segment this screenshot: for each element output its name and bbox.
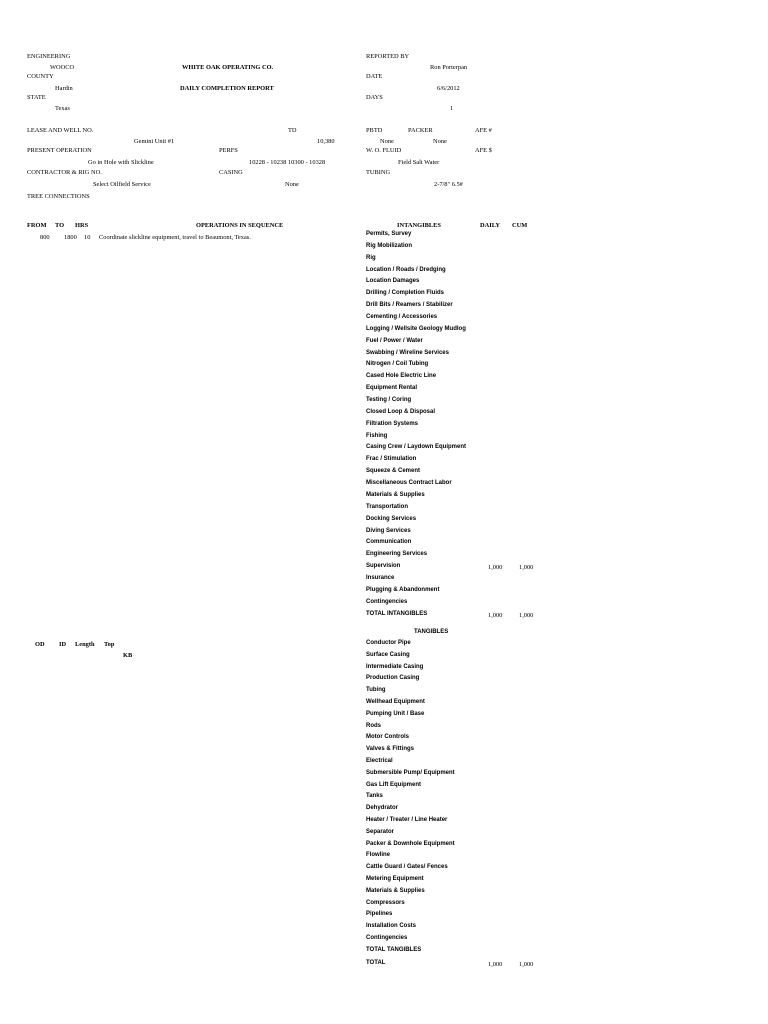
wo-fluid-label: W. O. FLUID — [366, 147, 402, 154]
td-value: 10,380 — [317, 138, 335, 145]
date-label: DATE — [366, 73, 383, 80]
intangible-name: Cased Hole Electric Line — [366, 373, 437, 379]
tangible-name: Flowline — [366, 852, 390, 858]
intangible-name: Location / Roads / Dredging — [366, 267, 446, 273]
intangible-name: Drill Bits / Reamers / Stabilizer — [366, 302, 453, 308]
intangible-name: Communication — [366, 539, 412, 545]
pbtd-value: None — [380, 138, 394, 145]
operation-to: 1800 — [64, 234, 77, 241]
tree-connections-label: TREE CONNECTIONS — [27, 193, 90, 200]
intangible-name: Rig Mobilization — [366, 243, 412, 249]
hrs-header: HRS — [75, 222, 89, 229]
present-operation-label: PRESENT OPERATION — [27, 147, 92, 154]
tangible-name: Dehydrator — [366, 805, 399, 811]
tangible-name: Separator — [366, 829, 395, 835]
tangible-name: Materials & Supplies — [366, 888, 425, 894]
county-label: COUNTY — [27, 73, 54, 80]
grand-total-label: TOTAL — [366, 960, 386, 966]
intangible-name: Fishing — [366, 433, 388, 439]
intangible-name: Fuel / Power / Water — [366, 338, 423, 344]
tangible-name: Tubing — [366, 687, 386, 693]
tangible-name: Contingencies — [366, 935, 408, 941]
present-operation-value: Go in Hole with Slickline — [88, 159, 154, 166]
lease-value: Gemini Unit #1 — [134, 138, 175, 145]
lease-label: LEASE AND WELL NO. — [27, 127, 94, 134]
perfs-value: 10228 - 10238 10300 - 10328 — [249, 159, 326, 166]
afe-no-label: AFE # — [475, 127, 492, 134]
casing-value: None — [285, 181, 299, 188]
intangible-name: Nitrogen / Coil Tubing — [366, 361, 429, 367]
intangible-name: Drilling / Completion Fluids — [366, 290, 444, 296]
tangible-name: Compressors — [366, 900, 405, 906]
report-title: DAILY COMPLETION REPORT — [180, 85, 274, 92]
intangible-name: Cementing / Accessories — [366, 314, 438, 320]
intangible-daily: 1,000 — [488, 564, 503, 571]
intangible-name: Closed Loop & Disposal — [366, 409, 436, 415]
tangible-name: Electrical — [366, 758, 393, 764]
tangible-name: TOTAL TANGIBLES — [366, 947, 422, 953]
tangible-name: Wellhead Equipment — [366, 699, 425, 705]
intangible-name: Casing Crew / Laydown Equipment — [366, 444, 467, 450]
tangible-name: Packer & Downhole Equipment — [366, 841, 455, 847]
company-name: WHITE OAK OPERATING CO. — [182, 64, 274, 71]
tangible-name: Gas Lift Equipment — [366, 782, 422, 788]
kb-label: KB — [123, 652, 133, 659]
reported-by-label: REPORTED BY — [366, 53, 410, 60]
intangible-name: Squeeze & Cement — [366, 468, 421, 474]
from-header: FROM — [27, 222, 47, 229]
tangible-name: Rods — [366, 723, 381, 729]
od-header: OD — [35, 641, 45, 648]
cum-header: CUM — [512, 222, 528, 229]
tubing-label: TUBING — [366, 169, 391, 176]
engineering-label: ENGINEERING — [27, 53, 71, 60]
packer-label: PACKER — [408, 127, 433, 134]
casing-label: CASING — [219, 169, 243, 176]
intangible-name: Supervision — [366, 563, 401, 569]
intangible-cum: 1,000 — [519, 612, 534, 619]
intangible-name: Location Damages — [366, 278, 420, 284]
tangible-name: Intermediate Casing — [366, 664, 424, 670]
pbtd-label: PBTD — [366, 127, 383, 134]
intangible-name: Contingencies — [366, 599, 408, 605]
intangible-daily: 1,000 — [488, 612, 503, 619]
id-header: ID — [59, 641, 67, 648]
tangible-name: Heater / Treater / Line Heater — [366, 817, 448, 823]
intangible-name: Plugging & Abandonment — [366, 587, 440, 593]
days-label: DAYS — [366, 94, 383, 101]
state-label: STATE — [27, 94, 46, 101]
intangible-name: Equipment Rental — [366, 385, 418, 391]
intangible-name: TOTAL INTANGIBLES — [366, 611, 428, 617]
tangible-name: Motor Controls — [366, 734, 409, 740]
intangible-name: Frac / Stimulation — [366, 456, 417, 462]
county-value: Hardin — [55, 85, 73, 92]
intangible-cum: 1,000 — [519, 564, 534, 571]
daily-header: DAILY — [480, 222, 501, 229]
length-header: Length — [75, 641, 95, 648]
intangible-name: Engineering Services — [366, 551, 428, 557]
operations-title: OPERATIONS IN SEQUENCE — [196, 222, 284, 229]
tangible-name: Pumping Unit / Base — [366, 711, 425, 717]
intangible-name: Swabbing / Wireline Services — [366, 350, 449, 356]
tangible-name: Metering Equipment — [366, 876, 424, 882]
tubing-value: 2-7/8" 6.5# — [434, 181, 463, 188]
contractor-value: Select Oilfield Service — [93, 181, 151, 188]
intangible-name: Testing / Coring — [366, 397, 412, 403]
intangible-name: Permits, Survey — [366, 231, 412, 237]
operation-from: 800 — [40, 234, 50, 241]
tangibles-title: TANGIBLES — [414, 629, 449, 635]
intangibles-title: INTANGIBLES — [397, 222, 441, 229]
intangible-name: Miscellaneous Contract Labor — [366, 480, 452, 486]
tangible-name: Tanks — [366, 793, 383, 799]
afe-amount-label: AFE $ — [475, 147, 492, 154]
wo-fluid-value: Field Salt Water — [398, 159, 440, 166]
operation-hrs: 10 — [84, 234, 91, 241]
tangible-name: Submersible Pump/ Equipment — [366, 770, 455, 776]
intangible-name: Insurance — [366, 575, 395, 581]
intangible-name: Rig — [366, 255, 376, 261]
engineering-value: WOOCO — [50, 64, 75, 71]
intangible-name: Logging / Wellsite Geology Mudlog — [366, 326, 466, 332]
packer-value: None — [433, 138, 447, 145]
top-header: Top — [104, 641, 115, 648]
intangible-name: Docking Services — [366, 516, 417, 522]
tangible-name: Cattle Guard / Gates/ Fences — [366, 864, 448, 870]
tangible-name: Surface Casing — [366, 652, 410, 658]
to-header: TO — [55, 222, 65, 229]
intangible-name: Transportation — [366, 504, 409, 510]
reported-by-value: Ron Porterpan — [430, 64, 468, 71]
date-value: 6/6/2012 — [437, 85, 460, 92]
grand-total-daily: 1,000 — [488, 961, 503, 968]
state-value: Texas — [55, 105, 70, 112]
tangible-name: Installation Costs — [366, 923, 417, 929]
tangible-name: Valves & Fittings — [366, 746, 415, 752]
operation-description: Coordinate slickline equipment, travel to Beaumont, Texas. — [99, 234, 251, 241]
days-value: 1 — [450, 105, 454, 112]
intangible-name: Diving Services — [366, 528, 411, 534]
intangible-name: Materials & Supplies — [366, 492, 425, 498]
grand-total-cum: 1,000 — [519, 961, 534, 968]
tangible-name: Pipelines — [366, 911, 393, 917]
td-label: TD — [288, 127, 297, 134]
perfs-label: PERFS — [219, 147, 238, 154]
tangible-name: Production Casing — [366, 675, 420, 681]
contractor-label: CONTRACTOR & RIG NO. — [27, 169, 102, 176]
tangible-name: Conductor Pipe — [366, 640, 411, 646]
intangible-name: Filtration Systems — [366, 421, 419, 427]
